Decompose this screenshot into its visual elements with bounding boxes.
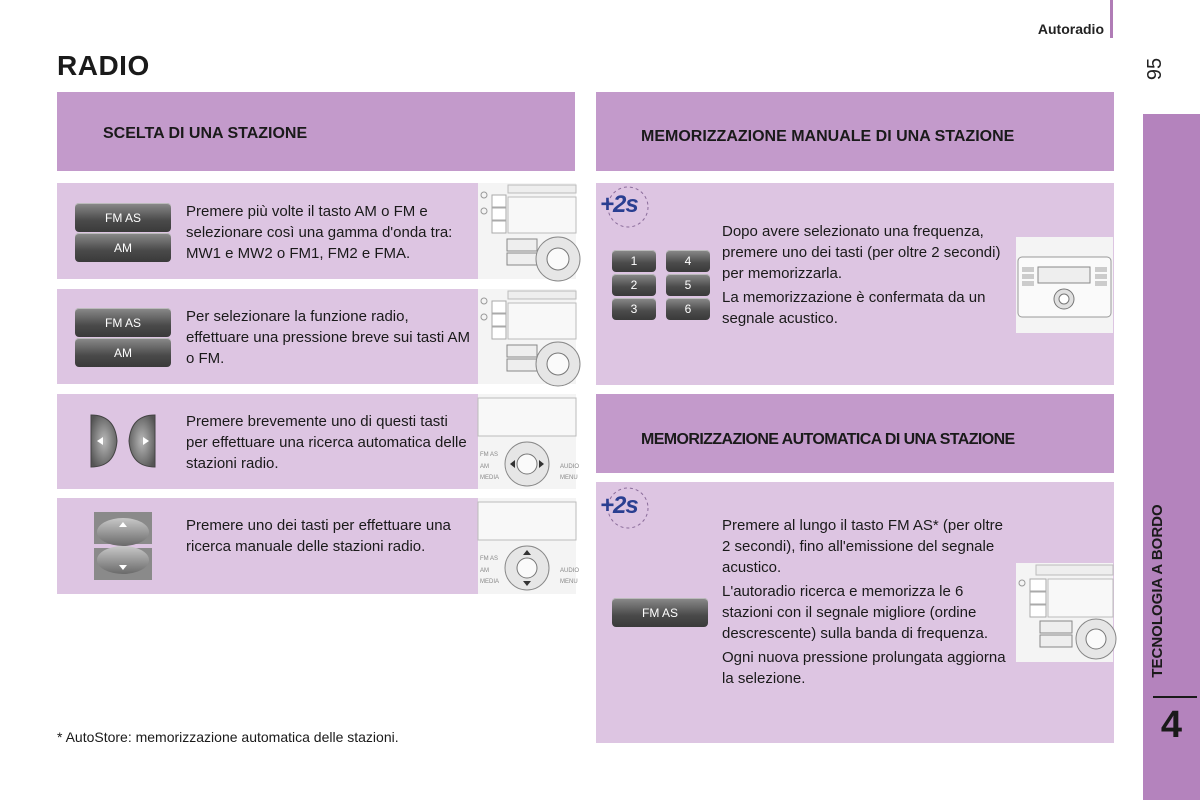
- radio-panel-illustration: [478, 289, 576, 384]
- button-label: AM: [114, 345, 132, 360]
- radio-panel-illustration: [478, 394, 580, 489]
- paragraph: Dopo avere selezionato una frequenza, premere uno dei tasti (per oltre 2 secondi) per memorizzarla.: [722, 223, 1001, 282]
- fm-as-label: FM AS: [480, 452, 499, 458]
- page-title: RADIO: [57, 50, 150, 81]
- instruction-text-2: Per selezionare la funzione radio, effettuare una pressione breve sui tasti AM o FM.: [186, 308, 471, 367]
- heading-text: MEMORIZZAZIONE AUTOMATICA DI UNA STAZIONE: [641, 431, 1015, 448]
- section-heading-station-selection: [57, 92, 575, 171]
- hold-2s-icon: [598, 185, 652, 229]
- radio-unit-illustration: [1016, 237, 1113, 333]
- chapter-number: 4: [1160, 704, 1183, 746]
- section-title: Autoradio: [1037, 21, 1104, 37]
- chapter-divider: [1153, 696, 1197, 698]
- heading-text: SCELTA DI UNA STAZIONE: [103, 125, 308, 142]
- am-label: AM: [480, 464, 489, 470]
- section-heading-manual-memory: [596, 92, 1114, 171]
- preset-button-1: [612, 250, 656, 272]
- hold-2s-label: +2s: [600, 191, 638, 218]
- instruction-text-3: Premere brevemente uno di questi tasti per effettuare una ricerca automatica delle stazioni radio.: [186, 413, 467, 472]
- hold-2s-icon: [598, 486, 652, 530]
- radio-panel-illustration: [1016, 563, 1113, 662]
- button-label: FM AS: [641, 605, 678, 620]
- preset-label: 1: [630, 254, 638, 268]
- preset-label: 6: [684, 302, 692, 316]
- instruction-text-4: Premere uno dei tasti per effettuare una ricerca manuale delle stazioni radio.: [186, 517, 451, 555]
- preset-button-3: [612, 298, 656, 320]
- preset-label: 2: [630, 278, 638, 292]
- fm-as-label: FM AS: [480, 556, 499, 562]
- seek-buttons-image: [87, 411, 159, 471]
- am-button-image: [75, 233, 171, 262]
- button-label: FM AS: [104, 210, 141, 225]
- heading-text: MEMORIZZAZIONE MANUALE DI UNA STAZIONE: [641, 128, 1015, 145]
- paragraph: La memorizzazione è confermata da un segnale acustico.: [722, 289, 986, 327]
- preset-buttons-right: [666, 250, 710, 320]
- preset-button-2: [612, 274, 656, 296]
- paragraph: Ogni nuova pressione prolungata aggiorna la selezione.: [722, 649, 1006, 687]
- section-heading-auto-memory: [596, 394, 1114, 473]
- fm-as-button-image: [75, 308, 171, 337]
- preset-label: 3: [630, 302, 638, 316]
- button-label: FM AS: [104, 315, 141, 330]
- fm-as-button-image: [75, 203, 171, 232]
- preset-button-5: [666, 274, 710, 296]
- audio-label: AUDIO: [560, 568, 580, 574]
- preset-label: 4: [684, 254, 692, 268]
- hold-2s-label: +2s: [600, 492, 638, 519]
- preset-button-4: [666, 250, 710, 272]
- instruction-text-1: Premere più volte il tasto AM o FM e selezionare così una gamma d'onda tra: MW1 e MW2 o FM1, FM2 e FMA.: [186, 203, 453, 262]
- button-label: AM: [114, 240, 132, 255]
- audio-label: AUDIO: [560, 464, 580, 470]
- menu-label: MENU: [560, 475, 578, 481]
- media-label: MEDIA: [480, 579, 500, 585]
- tuning-buttons-image: [94, 512, 152, 580]
- preset-button-6: [666, 298, 710, 320]
- paragraph: L'autoradio ricerca e memorizza le 6 stazioni con il segnale migliore (ordine descrescente) sulla banda di frequenza.: [722, 583, 989, 642]
- footnote: * AutoStore: memorizzazione automatica delle stazioni.: [57, 729, 399, 745]
- auto-memory-text: [722, 515, 1007, 692]
- preset-label: 5: [684, 278, 692, 292]
- menu-label: MENU: [560, 579, 578, 585]
- chapter-tab-label: TECNOLOGIA A BORDO: [1149, 504, 1166, 678]
- section-divider: [1110, 0, 1113, 38]
- am-label: AM: [480, 568, 489, 574]
- radio-panel-illustration: [478, 183, 576, 279]
- manual-memory-text: [722, 221, 1007, 332]
- fm-as-button-image: [612, 598, 708, 627]
- page-number: 95: [1144, 57, 1166, 81]
- paragraph: Premere al lungo il tasto FM AS* (per oltre 2 secondi), fino all'emissione del segnale acustico.: [722, 517, 1003, 576]
- radio-panel-illustration: [478, 498, 580, 594]
- preset-buttons-left: [612, 250, 656, 320]
- media-label: MEDIA: [480, 475, 500, 481]
- am-button-image: [75, 338, 171, 367]
